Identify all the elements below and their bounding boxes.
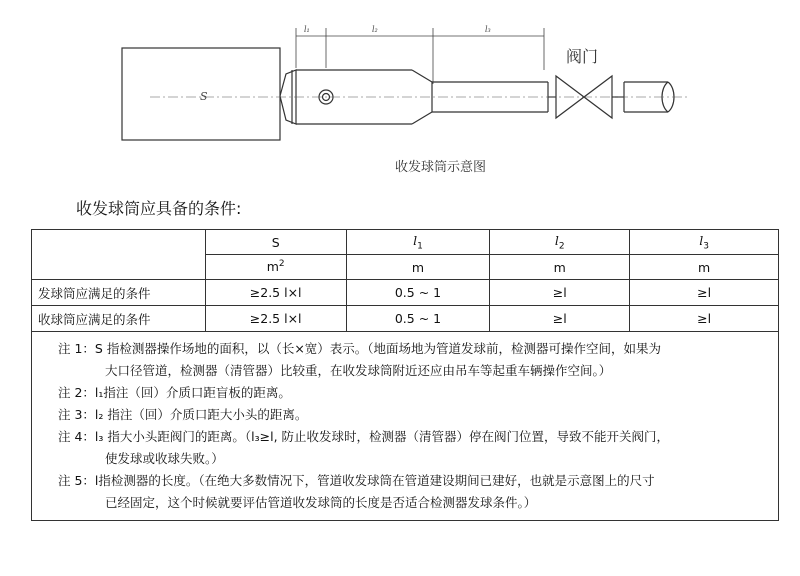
label-s: S [200,90,208,103]
cell-s: ≥2.5 l×l [205,306,346,332]
note-2: 注 2：l₁指注（回）介质口距盲板的距离。 [58,385,291,400]
unit-l3: m [630,255,779,280]
conditions-table [31,229,779,521]
table-row [32,280,779,306]
cell-l1: 0.5 ~ 1 [346,306,490,332]
unit-l2: m [490,255,630,280]
notes-cell [32,332,779,521]
header-l1: $l_1$ [346,230,490,255]
cell-s: ≥2.5 l×l [205,280,346,306]
note-3: 注 3：l₂ 指注（回）介质口距大小头的距离。 [58,407,308,422]
label-l3: l₃ [485,25,491,34]
diagram-caption: 收发球筒示意图 [395,160,487,175]
label-l1: l₁ [304,25,310,34]
header-l2: $l_2$ [490,230,630,255]
cell-l3: ≥l [630,306,779,332]
section-title: 收发球筒应具备的条件: [76,199,242,218]
note-5: 注 5：l指检测器的长度。（在绝大多数情况下，管道收发球筒在管道建设期间已建好，也就是示意图上的尺寸 已经固定，这个时候就要评估管道收发球筒的长度是否适合检测器发球条件。） [58,473,655,510]
cell-l3: ≥l [630,280,779,306]
unit-l1: m [346,255,490,280]
label-l2: l₂ [372,25,378,34]
cell-l2: ≥l [490,280,630,306]
row-label: 收球筒应满足的条件 [32,306,206,332]
label-valve: 阀门 [566,47,599,66]
unit-s: $m^2$ [205,255,346,280]
note-4: 注 4：l₃ 指大小头距阀门的距离。（l₃≥l, 防止收发球时，检测器（清管器）停在阀门位置，导致不能开关阀门， 使发球或收球失败。） [58,429,670,466]
row-label: 发球筒应满足的条件 [32,280,206,306]
table-row [32,306,779,332]
header-symbol-row [32,230,779,255]
cell-l1: 0.5 ~ 1 [346,280,490,306]
header-l3: $l_3$ [630,230,779,255]
cell-l2: ≥l [490,306,630,332]
header-s: S [205,230,346,255]
notes-row [32,332,779,521]
launcher-diagram [0,0,800,180]
note-1: 注 1：S 指检测器操作场地的面积，以（长×宽）表示。（地面场地为管道发球前，检测器可操作空间，如果为 大口径管道，检测器（清管器）比较重，在收发球筒附近还应由吊车等起重车辆操作空间。） [58,341,662,378]
header-empty-cell [32,230,206,280]
